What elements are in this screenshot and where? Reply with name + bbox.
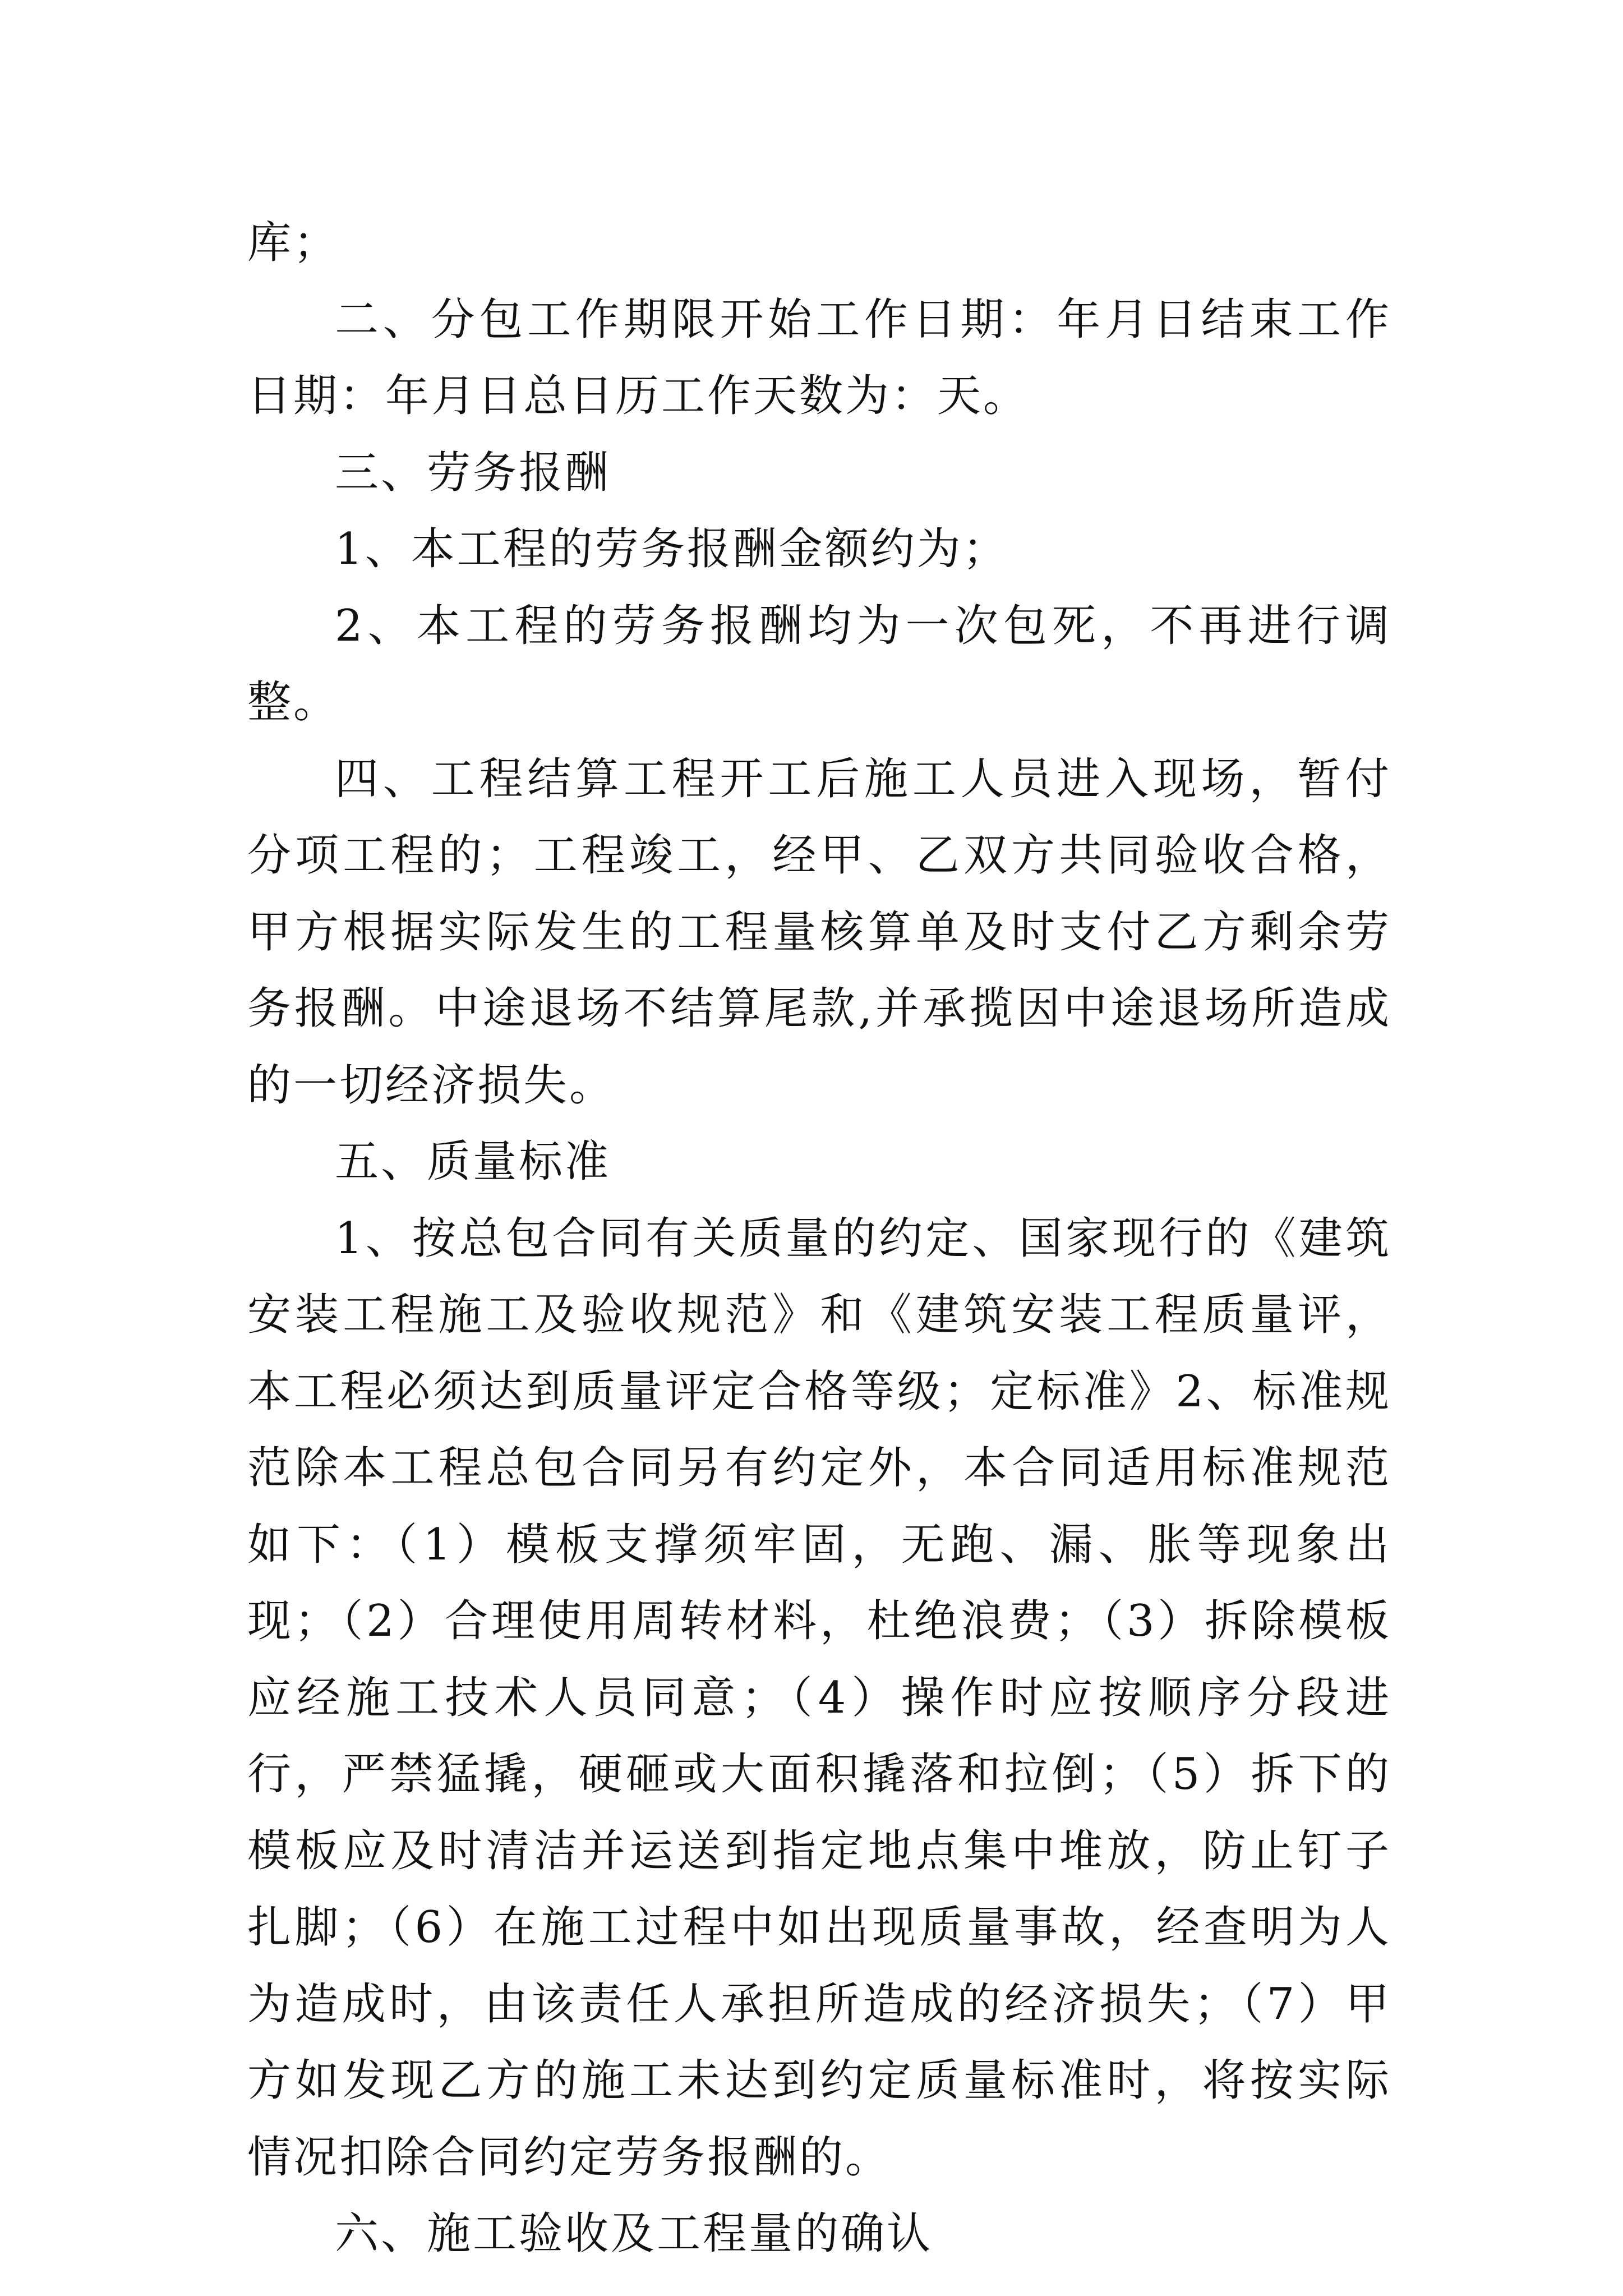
- paragraph-settlement: 四、工程结算工程开工后施工人员进入现场，暂付分项工程的；工程竣工，经甲、乙双方共同验收合格，甲方根据实际发生的工程量核算单及时支付乙方剩余劳务报酬。中途退场不结算尾款,并承揽因中途退场所造成的一切经济损失。: [247, 753, 1391, 1111]
- paragraph-work-period: 二、分包工作期限开始工作日期：年月日结束工作日期：年月日总日历工作天数为：天。: [247, 294, 1391, 421]
- paragraph-quality-standards: 1、按总包合同有关质量的约定、国家现行的《建筑安装工程施工及验收规范》和《建筑安装工程质量评，本工程必须达到质量评定合格等级；定标准》2、标准规范除本工程总包合同另有约定外，本合同适用标准规范如下：（1）模板支撑须牢固，无跑、漏、胀等现象出现；（2）合理使用周转材料，杜绝浪费；（3）拆除模板应经施工技术人员同意；（4）操作时应按顺序分段进行，严禁猛撬，硬砸或大面积撬落和拉倒；（5）拆下的模板应及时清洁并运送到指定地点集中堆放，防止钉子扎脚；（6）在施工过程中如出现质量事故，经查明为人为造成时，由该责任人承担所造成的经济损失；（7）甲方如发现乙方的施工未达到约定质量标准时，将按实际情况扣除合同约定劳务报酬的。: [247, 1213, 1391, 2183]
- paragraph-continuation: 库；: [247, 218, 340, 268]
- section-heading-quality: 五、质量标准: [335, 1137, 611, 1187]
- section-heading-acceptance: 六、施工验收及工程量的确认: [335, 2208, 933, 2259]
- document-body: [247, 205, 1391, 2272]
- paragraph-remuneration-fixed: 2、本工程的劳务报酬均为一次包死，不再进行调整。: [247, 600, 1391, 728]
- paragraph-remuneration-amount: 1、本工程的劳务报酬金额约为；: [335, 524, 1009, 574]
- section-heading-remuneration: 三、劳务报酬: [335, 447, 611, 498]
